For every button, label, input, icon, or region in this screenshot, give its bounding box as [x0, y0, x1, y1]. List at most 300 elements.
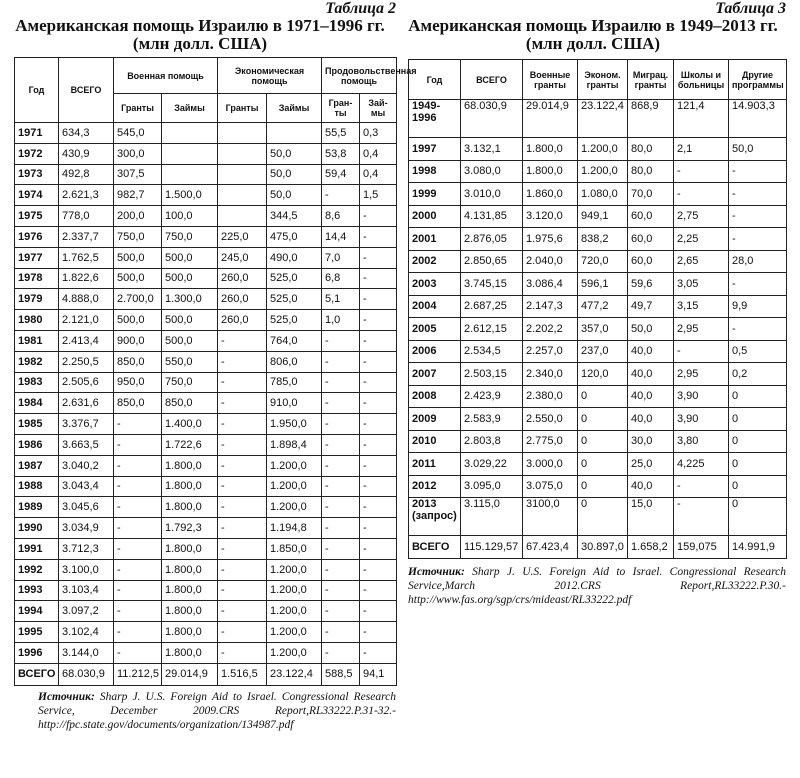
value-cell: 0	[578, 498, 628, 536]
value-cell: 225,0	[218, 226, 267, 247]
value-cell: 25,0	[628, 453, 674, 476]
value-cell: 29.014,9	[162, 663, 218, 685]
value-cell: -	[360, 268, 397, 289]
value-cell: 3.045,6	[59, 497, 114, 518]
value-cell: -	[674, 498, 729, 536]
value-cell: 0,3	[360, 123, 397, 144]
year-cell: 1998	[409, 160, 461, 183]
value-cell: 3.115,0	[461, 498, 523, 536]
table-row	[15, 310, 397, 331]
value-cell: 982,7	[114, 185, 162, 206]
value-cell: 2,1	[674, 138, 729, 161]
value-cell: -	[360, 351, 397, 372]
table-row	[15, 164, 397, 185]
table-row	[15, 559, 397, 580]
value-cell: 300,0	[114, 143, 162, 164]
value-cell: 40,0	[628, 385, 674, 408]
value-cell: 40,0	[628, 340, 674, 363]
value-cell: 50,0	[729, 138, 787, 161]
value-cell: 2,95	[674, 363, 729, 386]
table-row	[409, 273, 787, 296]
value-cell: 1.200,0	[267, 601, 322, 622]
value-cell: 50,0	[628, 318, 674, 341]
year-cell: 1989	[15, 497, 59, 518]
year-cell: 1976	[15, 226, 59, 247]
table-row	[15, 434, 397, 455]
value-cell: 2.147,3	[523, 295, 578, 318]
value-cell: 3.034,9	[59, 518, 114, 539]
value-cell: 3,05	[674, 273, 729, 296]
table2-source-text: Sharp J. U.S. Foreign Aid to Israel. Congressional Research Service, December 2009.CRS Report,RL33222.P.31-32.- http://fpc.state.gov/documents/organization/134987.pdf	[38, 690, 396, 731]
year-cell: 2013 (запрос)	[409, 498, 461, 536]
value-cell: 68.030,9	[59, 663, 114, 685]
year-cell: 1993	[15, 580, 59, 601]
value-cell: 260,0	[218, 289, 267, 310]
value-cell: 500,0	[162, 330, 218, 351]
col-economic-loans-header: Займы	[267, 94, 322, 123]
value-cell: 237,0	[578, 340, 628, 363]
value-cell: -	[729, 228, 787, 251]
value-cell: 3.043,4	[59, 476, 114, 497]
value-cell: 6,8	[322, 268, 360, 289]
value-cell: 60,0	[628, 250, 674, 273]
value-cell: -	[218, 580, 267, 601]
table-row	[409, 295, 787, 318]
table3-col-header: Год	[409, 60, 461, 100]
value-cell: 1.975,6	[523, 228, 578, 251]
value-cell: 2.121,0	[59, 310, 114, 331]
table-row	[409, 475, 787, 498]
year-cell: 2001	[409, 228, 461, 251]
value-cell: 1.200,0	[267, 559, 322, 580]
year-cell: 1972	[15, 143, 59, 164]
value-cell: 120,0	[578, 363, 628, 386]
value-cell: 3,80	[674, 430, 729, 453]
value-cell: 0,5	[729, 340, 787, 363]
value-cell: 80,0	[628, 160, 674, 183]
value-cell: 1.722,6	[162, 434, 218, 455]
value-cell: -	[218, 330, 267, 351]
value-cell: 100,0	[162, 206, 218, 227]
value-cell: -	[360, 642, 397, 663]
value-cell: 764,0	[267, 330, 322, 351]
value-cell: 9,9	[729, 295, 787, 318]
value-cell: 475,0	[267, 226, 322, 247]
year-cell: 1975	[15, 206, 59, 227]
table3-panel	[408, 0, 786, 607]
value-cell: -	[360, 497, 397, 518]
value-cell: -	[218, 642, 267, 663]
value-cell: 50,0	[267, 164, 322, 185]
value-cell: 1,0	[322, 310, 360, 331]
value-cell: 2.503,15	[461, 363, 523, 386]
value-cell: 1.860,0	[523, 183, 578, 206]
value-cell: -	[360, 372, 397, 393]
value-cell: 3,15	[674, 295, 729, 318]
value-cell: 60,0	[628, 205, 674, 228]
table-row	[15, 601, 397, 622]
year-cell: 1949-1996	[409, 100, 461, 138]
value-cell: 4.888,0	[59, 289, 114, 310]
value-cell: -	[322, 642, 360, 663]
table-row	[15, 476, 397, 497]
col-military-header: Военная помощь	[114, 58, 218, 94]
value-cell: 1.200,0	[267, 622, 322, 643]
value-cell: -	[114, 476, 162, 497]
value-cell: 1.194,8	[267, 518, 322, 539]
value-cell: 1.300,0	[162, 289, 218, 310]
value-cell: 29.014,9	[523, 100, 578, 138]
value-cell: 750,0	[162, 372, 218, 393]
value-cell: -	[360, 476, 397, 497]
table3-source-text: Sharp J. U.S. Foreign Aid to Israel. Congressional Research Service,March 2012.CRS Report,RL33222.P.30.- http://www.fas.org/sgp/crs/mideast/RL33222.pdf	[408, 565, 786, 606]
value-cell: 1.800,0	[162, 580, 218, 601]
table3-source	[408, 565, 786, 607]
year-cell: 2007	[409, 363, 461, 386]
value-cell: -	[322, 414, 360, 435]
value-cell: 0	[729, 385, 787, 408]
year-cell: 2002	[409, 250, 461, 273]
value-cell: 40,0	[628, 475, 674, 498]
value-cell: -	[674, 340, 729, 363]
value-cell: 806,0	[267, 351, 322, 372]
value-cell: 3.029,22	[461, 453, 523, 476]
value-cell: 500,0	[114, 310, 162, 331]
value-cell: 1.200,0	[267, 455, 322, 476]
value-cell: 11.212,5	[114, 663, 162, 685]
table3-label: Таблица 3	[715, 0, 786, 17]
table-row	[409, 385, 787, 408]
value-cell: -	[114, 538, 162, 559]
table-row	[15, 622, 397, 643]
value-cell: 3.086,4	[523, 273, 578, 296]
value-cell: -	[218, 434, 267, 455]
value-cell: -	[322, 455, 360, 476]
table2-body	[15, 123, 397, 686]
value-cell: 1.762,5	[59, 247, 114, 268]
table-row	[409, 453, 787, 476]
value-cell: -	[674, 183, 729, 206]
value-cell: 500,0	[162, 247, 218, 268]
value-cell: 1.658,2	[628, 536, 674, 559]
value-cell: 0	[729, 453, 787, 476]
value-cell: 785,0	[267, 372, 322, 393]
value-cell: 1.500,0	[162, 185, 218, 206]
table-row	[409, 160, 787, 183]
year-cell: 1985	[15, 414, 59, 435]
year-cell: 2012	[409, 475, 461, 498]
value-cell: -	[360, 330, 397, 351]
value-cell: 1.200,0	[578, 160, 628, 183]
value-cell: 1.800,0	[162, 497, 218, 518]
value-cell: 900,0	[114, 330, 162, 351]
col-food-header: Продовольственная помощь	[322, 58, 397, 94]
table-row	[15, 226, 397, 247]
value-cell: 59,6	[628, 273, 674, 296]
value-cell: -	[114, 434, 162, 455]
table-row	[15, 143, 397, 164]
table-row	[15, 642, 397, 663]
col-food-grants-header: Гранты	[322, 94, 360, 123]
value-cell: -	[322, 476, 360, 497]
value-cell: 2.700,0	[114, 289, 162, 310]
value-cell: 2,65	[674, 250, 729, 273]
value-cell: 2.505,6	[59, 372, 114, 393]
value-cell: 3,90	[674, 385, 729, 408]
value-cell: 50,0	[267, 185, 322, 206]
value-cell: 3.000,0	[523, 453, 578, 476]
table3-col-header: Школы и больницы	[674, 60, 729, 100]
value-cell: 588,5	[322, 663, 360, 685]
year-cell: 1997	[409, 138, 461, 161]
year-cell: 1973	[15, 164, 59, 185]
year-cell: 2003	[409, 273, 461, 296]
value-cell: 1.200,0	[578, 138, 628, 161]
value-cell: 2,25	[674, 228, 729, 251]
value-cell: -	[729, 273, 787, 296]
table-row	[15, 330, 397, 351]
year-cell: 1979	[15, 289, 59, 310]
value-cell: 550,0	[162, 351, 218, 372]
year-cell: ВСЕГО	[409, 536, 461, 559]
value-cell: -	[322, 518, 360, 539]
table-row	[409, 250, 787, 273]
value-cell: -	[218, 414, 267, 435]
year-cell: 1971	[15, 123, 59, 144]
value-cell: 596,1	[578, 273, 628, 296]
value-cell: 0	[729, 430, 787, 453]
col-total-header: ВСЕГО	[59, 58, 114, 123]
value-cell: 1.950,0	[267, 414, 322, 435]
value-cell: 14.903,3	[729, 100, 787, 138]
table2-source-label: Источник:	[38, 690, 95, 703]
table2-total-row	[15, 663, 397, 685]
value-cell: -	[360, 559, 397, 580]
value-cell: 23.122,4	[578, 100, 628, 138]
table2	[14, 57, 417, 686]
year-cell: 1977	[15, 247, 59, 268]
value-cell: 750,0	[114, 226, 162, 247]
table-row	[409, 100, 787, 138]
table3-col-header: Миграц. гранты	[628, 60, 674, 100]
value-cell: -	[360, 226, 397, 247]
value-cell: -	[114, 455, 162, 476]
value-cell: 0,2	[729, 363, 787, 386]
value-cell: -	[729, 205, 787, 228]
value-cell: 3.745,15	[461, 273, 523, 296]
value-cell: 2.337,7	[59, 226, 114, 247]
value-cell: 3.095,0	[461, 475, 523, 498]
value-cell: 80,0	[628, 138, 674, 161]
value-cell: -	[218, 497, 267, 518]
year-cell: 1982	[15, 351, 59, 372]
table-row	[15, 518, 397, 539]
value-cell: 4,225	[674, 453, 729, 476]
year-cell: 1981	[15, 330, 59, 351]
value-cell: -	[729, 160, 787, 183]
value-cell: 778,0	[59, 206, 114, 227]
value-cell: 430,9	[59, 143, 114, 164]
value-cell: 500,0	[162, 310, 218, 331]
value-cell: 1.822,6	[59, 268, 114, 289]
value-cell: 2.583,9	[461, 408, 523, 431]
value-cell: 40,0	[628, 408, 674, 431]
value-cell: 357,0	[578, 318, 628, 341]
value-cell: 0	[729, 498, 787, 536]
year-cell: 2004	[409, 295, 461, 318]
value-cell: 3.132,1	[461, 138, 523, 161]
value-cell: 3.080,0	[461, 160, 523, 183]
value-cell: 1.850,0	[267, 538, 322, 559]
value-cell: -	[322, 351, 360, 372]
value-cell: 0	[578, 430, 628, 453]
value-cell	[267, 123, 322, 144]
year-cell: 1988	[15, 476, 59, 497]
value-cell: 5,1	[322, 289, 360, 310]
table-row	[15, 497, 397, 518]
value-cell: 94,1	[360, 663, 397, 685]
value-cell: 500,0	[114, 268, 162, 289]
value-cell: 2.775,0	[523, 430, 578, 453]
value-cell: 344,5	[267, 206, 322, 227]
value-cell: -	[322, 393, 360, 414]
table3-source-label: Источник:	[408, 565, 465, 578]
value-cell: 3.102,4	[59, 622, 114, 643]
value-cell: -	[218, 622, 267, 643]
value-cell: -	[218, 476, 267, 497]
value-cell: -	[322, 330, 360, 351]
value-cell: 0,4	[360, 164, 397, 185]
value-cell: -	[729, 318, 787, 341]
value-cell: 2.423,9	[461, 385, 523, 408]
table-row	[15, 351, 397, 372]
value-cell: -	[218, 538, 267, 559]
value-cell: -	[322, 538, 360, 559]
value-cell: -	[322, 372, 360, 393]
year-cell: 1999	[409, 183, 461, 206]
table3-col-header: ВСЕГО	[461, 60, 523, 100]
value-cell: 40,0	[628, 363, 674, 386]
value-cell: 2.631,6	[59, 393, 114, 414]
value-cell: 1.200,0	[267, 497, 322, 518]
value-cell: 50,0	[267, 143, 322, 164]
value-cell: 1.792,3	[162, 518, 218, 539]
value-cell: 525,0	[267, 289, 322, 310]
table-row	[15, 268, 397, 289]
year-cell: 2011	[409, 453, 461, 476]
value-cell: 0,4	[360, 143, 397, 164]
value-cell: -	[360, 518, 397, 539]
value-cell: -	[218, 351, 267, 372]
value-cell: 2.340,0	[523, 363, 578, 386]
value-cell: 500,0	[162, 268, 218, 289]
value-cell: 67.423,4	[523, 536, 578, 559]
year-cell: 1990	[15, 518, 59, 539]
value-cell: 3.376,7	[59, 414, 114, 435]
value-cell: -	[114, 414, 162, 435]
value-cell: 1.898,4	[267, 434, 322, 455]
value-cell: 30.897,0	[578, 536, 628, 559]
value-cell: -	[218, 601, 267, 622]
value-cell: 159,075	[674, 536, 729, 559]
value-cell: 1.516,5	[218, 663, 267, 685]
value-cell: 28,0	[729, 250, 787, 273]
value-cell: 3.144,0	[59, 642, 114, 663]
value-cell: -	[360, 601, 397, 622]
value-cell: 260,0	[218, 268, 267, 289]
value-cell: 2.876,05	[461, 228, 523, 251]
table-row	[409, 138, 787, 161]
value-cell: -	[360, 247, 397, 268]
value-cell: 1.800,0	[162, 476, 218, 497]
value-cell: 0	[578, 475, 628, 498]
value-cell: 850,0	[114, 393, 162, 414]
year-cell: 2005	[409, 318, 461, 341]
value-cell: 3.712,3	[59, 538, 114, 559]
value-cell: 910,0	[267, 393, 322, 414]
value-cell: 2,75	[674, 205, 729, 228]
value-cell: -	[218, 455, 267, 476]
value-cell: 30,0	[628, 430, 674, 453]
value-cell: -	[322, 559, 360, 580]
value-cell: 1.800,0	[162, 642, 218, 663]
value-cell: 307,5	[114, 164, 162, 185]
year-cell: 2010	[409, 430, 461, 453]
value-cell: 3.097,2	[59, 601, 114, 622]
value-cell: -	[360, 455, 397, 476]
value-cell: -	[322, 185, 360, 206]
value-cell: 0	[578, 385, 628, 408]
value-cell: -	[322, 497, 360, 518]
table-row	[409, 363, 787, 386]
value-cell: 2.257,0	[523, 340, 578, 363]
value-cell	[218, 206, 267, 227]
value-cell: 3.103,4	[59, 580, 114, 601]
value-cell: 0	[578, 408, 628, 431]
year-cell: 2008	[409, 385, 461, 408]
value-cell: 15,0	[628, 498, 674, 536]
value-cell: 8,6	[322, 206, 360, 227]
year-cell: 1980	[15, 310, 59, 331]
value-cell: 750,0	[162, 226, 218, 247]
table2-label: Таблица 2	[325, 0, 396, 17]
value-cell: -	[674, 160, 729, 183]
value-cell: 2,95	[674, 318, 729, 341]
value-cell: 525,0	[267, 268, 322, 289]
value-cell: 2.687,25	[461, 295, 523, 318]
value-cell: -	[360, 414, 397, 435]
year-cell: 2009	[409, 408, 461, 431]
table3-col-header: Эконом. гранты	[578, 60, 628, 100]
value-cell: 2.202,2	[523, 318, 578, 341]
value-cell	[218, 143, 267, 164]
table3-col-header: Военные гранты	[523, 60, 578, 100]
table-row	[15, 123, 397, 144]
table-row	[15, 247, 397, 268]
value-cell: 60,0	[628, 228, 674, 251]
value-cell: -	[360, 580, 397, 601]
value-cell: 634,3	[59, 123, 114, 144]
value-cell: -	[114, 601, 162, 622]
value-cell	[162, 143, 218, 164]
value-cell: 1.200,0	[267, 580, 322, 601]
value-cell: 2.612,15	[461, 318, 523, 341]
value-cell: 1.080,0	[578, 183, 628, 206]
value-cell: 68.030,9	[461, 100, 523, 138]
value-cell	[218, 123, 267, 144]
value-cell: -	[114, 642, 162, 663]
value-cell: -	[360, 434, 397, 455]
